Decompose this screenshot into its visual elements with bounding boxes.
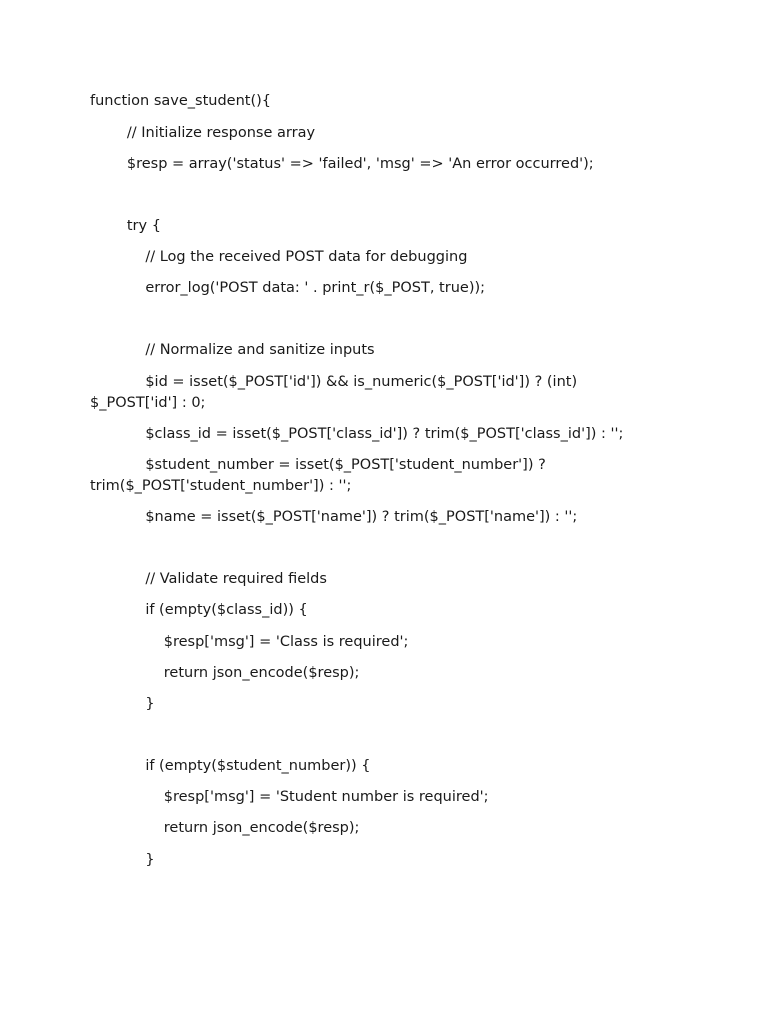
code-line: if (empty($class_id)) { <box>90 602 308 618</box>
code-line: if (empty($student_number)) { <box>90 758 371 774</box>
code-line: function save_student(){ <box>90 93 272 109</box>
code-line: return json_encode($resp); <box>90 665 360 681</box>
code-line: // Log the received POST data for debugging <box>90 249 468 265</box>
code-line: $resp['msg'] = 'Class is required'; <box>90 634 409 650</box>
code-line: try { <box>90 218 161 234</box>
code-line: // Initialize response array <box>90 125 316 141</box>
code-line: $class_id = isset($_POST['class_id']) ? trim($_POST['class_id']) : ''; <box>90 426 624 442</box>
code-line: return json_encode($resp); <box>90 820 360 836</box>
code-line: // Validate required fields <box>90 571 327 587</box>
code-line: $name = isset($_POST['name']) ? trim($_POST['name']) : ''; <box>90 509 578 525</box>
code-line: $resp['msg'] = 'Student number is required'; <box>90 789 489 805</box>
code-line: $resp = array('status' => 'failed', 'msg' => 'An error occurred'); <box>90 156 594 172</box>
code-line: $student_number = isset($_POST['student_number']) ? trim($_POST['student_number']) : ''; <box>90 457 546 494</box>
code-line: $id = isset($_POST['id']) && is_numeric($_POST['id']) ? (int) $_POST['id'] : 0; <box>90 374 578 411</box>
code-line: } <box>90 852 155 868</box>
code-line: // Normalize and sanitize inputs <box>90 342 375 358</box>
code-line: } <box>90 696 155 712</box>
code-line: error_log('POST data: ' . print_r($_POST, true)); <box>90 280 486 296</box>
